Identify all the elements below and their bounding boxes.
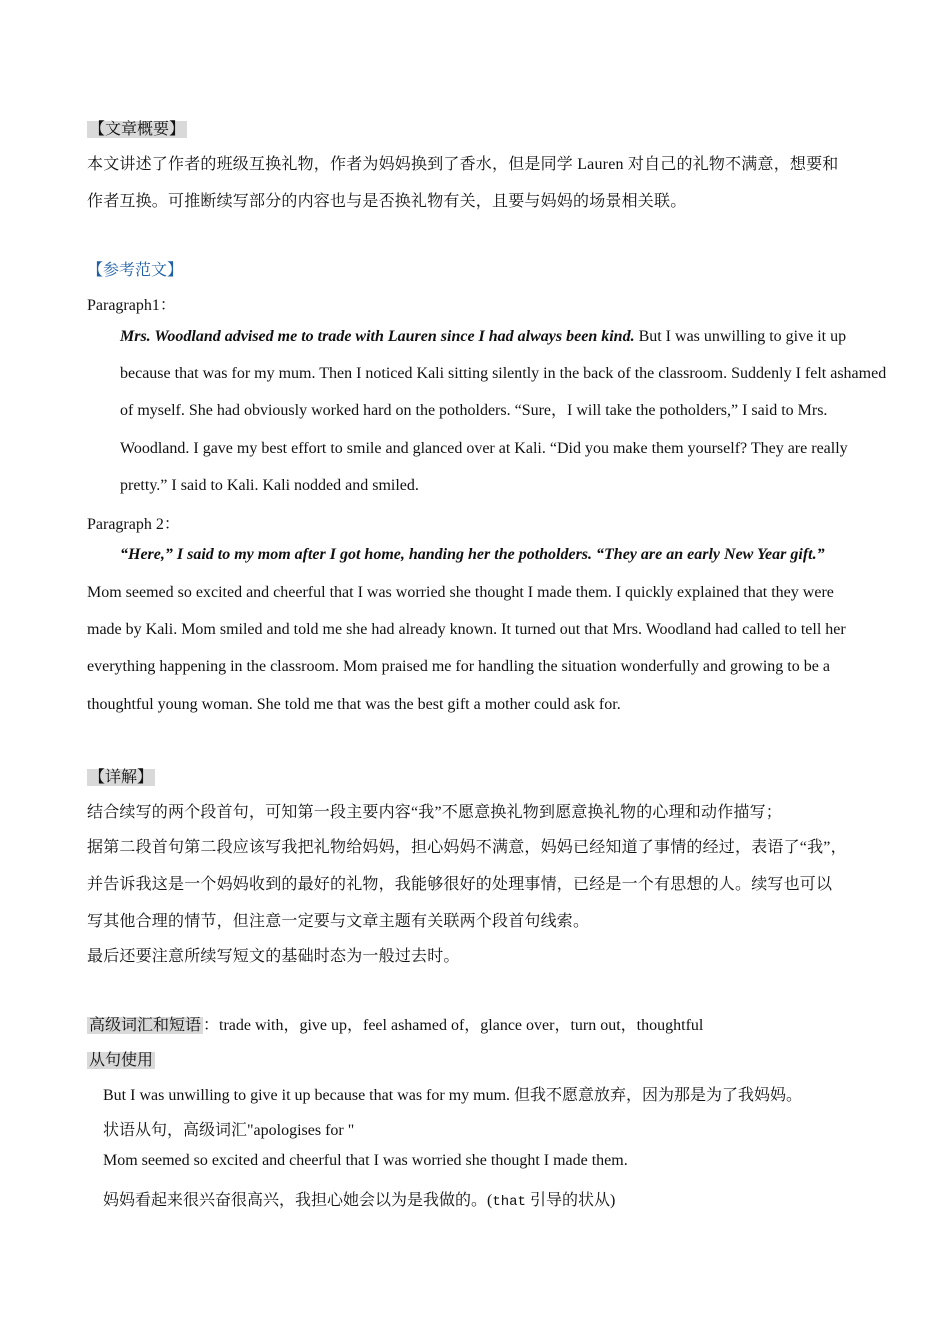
paragraph-1-lead-sentence: Mrs. Woodland advised me to trade with Lauren since I had always been kind. bbox=[120, 328, 635, 345]
clause-example-2-cn: 妈妈看起来很兴奋很高兴，我担心她会以为是我做的。(that 引导的状从) bbox=[103, 1192, 616, 1210]
paragraph-2-lead-sentence: “Here,” I said to my mom after I got home, handing her the potholders. “They are an early New Year gift.” bbox=[120, 546, 825, 563]
vocab-line: 高级词汇和短语 ：trade with，give up，feel ashamed of，glance over，turn out，thoughtful bbox=[89, 1017, 704, 1034]
detail-heading: 【详解】 bbox=[89, 769, 154, 786]
detail-line-2: 据第二段首句第二段应该写我把礼物给妈妈，担心妈妈不满意，妈妈已经知道了事情的经过，表语了“我”， bbox=[87, 839, 847, 856]
clause-example-2-en: Mom seemed so excited and cheerful that I was worried she thought I made them. bbox=[103, 1152, 628, 1169]
summary-heading: 【文章概要】 bbox=[89, 121, 186, 138]
clauses-heading: 从句使用 bbox=[89, 1052, 154, 1069]
sample-heading: 【参考范文】 bbox=[87, 262, 184, 279]
summary-line-1: 本文讲述了作者的班级互换礼物，作者为妈妈换到了香水，但是同学 Lauren 对自己的礼物不满意，想要和 bbox=[87, 156, 839, 173]
detail-line-1: 结合续写的两个段首句，可知第一段主要内容“我”不愿意换礼物到愿意换礼物的心理和动作描写； bbox=[87, 804, 783, 821]
paragraph-2-label: Paragraph 2： bbox=[87, 516, 180, 533]
clause-example-1-cn: 但我不愿意放弃，因为那是为了我妈妈。 bbox=[510, 1087, 803, 1104]
clause-example-1-note: 状语从句，高级词汇"apologises for " bbox=[103, 1122, 355, 1139]
detail-line-4: 写其他合理的情节，但注意一定要与文章主题有关联两个段首句线索。 bbox=[87, 913, 590, 930]
vocab-items: trade with，give up，feel ashamed of，glance over，turn out，thoughtful bbox=[219, 1017, 704, 1034]
summary-line-2: 作者互换。可推断续写部分的内容也与是否换礼物有关，且要与妈妈的场景相关联。 bbox=[87, 193, 687, 210]
paragraph-1 bbox=[87, 318, 893, 504]
detail-line-5: 最后还要注意所续写短文的基础时态为一般过去时。 bbox=[87, 948, 460, 965]
clause-example-1-en: But I was unwilling to give it up because that was for my mum. bbox=[103, 1087, 511, 1104]
paragraph-1-body: But I was unwilling to give it up because that was for my mum. Then I noticed Kali sitting silently in the back of the classroom. Suddenly I felt ashamed of myself. She had obviously worked hard on the potholders. “Sure，I will take the potholders,” I said to Mrs. Woodland. I gave my best effort to smile and glanced over at Kali. “Did you make them yourself? They are really pretty.” I said to Kali. Kali nodded and smiled. bbox=[120, 328, 887, 494]
paragraph-1-label: Paragraph1： bbox=[87, 297, 176, 314]
vocab-label: 高级词汇和短语 bbox=[89, 1017, 202, 1034]
clause-example-1 bbox=[103, 1082, 893, 1105]
detail-line-3: 并告诉我这是一个妈妈收到的最好的礼物，我能够很好的处理事情，已经是一个有思想的人。续写也可以 bbox=[87, 876, 833, 893]
paragraph-2-body: Mom seemed so excited and cheerful that I was worried she thought I made them. I quickly explained that they were made by Kali. Mom smiled and told me she had already known. It turned out that Mrs. Woodland had called to tell her everything happening in the classroom. Mom praised me for handling the situation wonderfully and growing to be a thoughtful young woman. She told me that was the best gift a mother could ask for. bbox=[87, 584, 846, 713]
